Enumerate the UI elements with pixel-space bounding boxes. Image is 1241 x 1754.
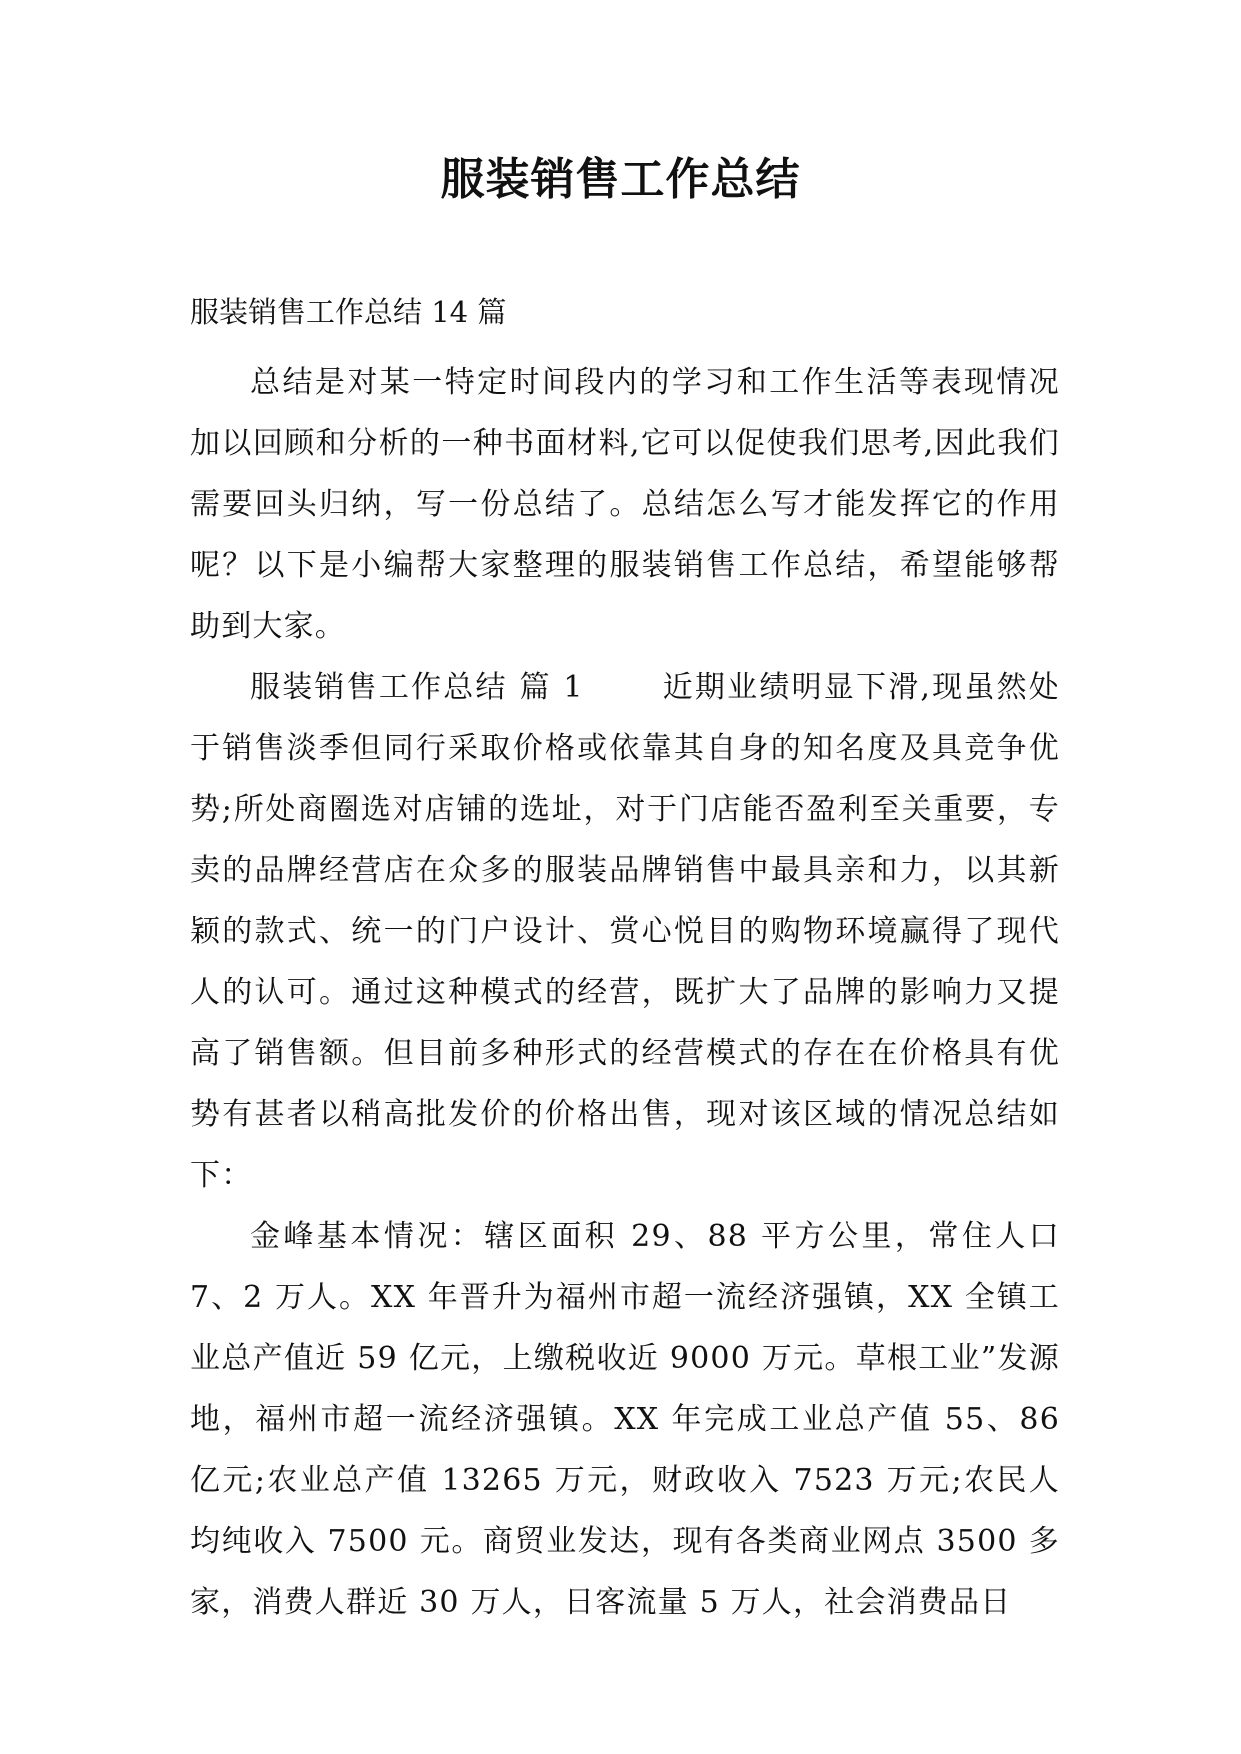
paragraph-text: 近期业绩明显下滑,现虽然处于销售淡季但同行采取价格或依靠其自身的知名度及具竞争优势;所处商圈选对店铺的选址，对于门店能否盈利至关重要，专卖的品牌经营店在众多的服装品牌销售中最具亲和力，以其新颖的款式、统一的门户设计、赏心悦目的购物环境赢得了现代人的认可。通过这种模式的经营，既扩大了品牌的影响力又提高了销售额。但目前多种形式的经营模式的存在在价格具有优势有甚者以稍高批发价的价格出售，现对该区域的情况总结如下： — [190, 670, 1060, 1193]
intro-paragraph — [190, 352, 1060, 657]
paragraph-text: 总结是对某一特定时间段内的学习和工作生活等表现情况加以回顾和分析的一种书面材料,它可以促使我们思考,因此我们需要回头归纳，写一份总结了。总结怎么写才能发挥它的作用呢？以下是小编帮大家整理的服装销售工作总结，希望能够帮助到大家。 — [190, 365, 1060, 644]
section-heading: 服装销售工作总结 篇 1 — [250, 670, 584, 705]
document-subtitle: 服装销售工作总结 14 篇 — [190, 295, 507, 329]
paragraph-text: 金峰基本情况：辖区面积 29、88 平方公里，常住人口 7、2 万人。XX 年晋升为福州市超一流经济强镇，XX 全镇工业总产值近 59 亿元，上缴税收近 9000 万元。草根工业”发源地，福州市超一流经济强镇。XX 年完成工业总产值 55、86 亿元;农业总产值 13265 万元，财政收入 7523 万元;农民人均纯收入 7500 元。商贸业发达，现有各类商业网点 3500 多家，消费人群近 30 万人，日客流量 5 万人，社会消费品日 — [190, 1219, 1060, 1620]
jinfeng-paragraph — [190, 1206, 1060, 1633]
document-body — [190, 352, 1060, 1633]
document-title: 服装销售工作总结 — [440, 154, 801, 205]
section-1-paragraph — [190, 657, 1060, 1206]
